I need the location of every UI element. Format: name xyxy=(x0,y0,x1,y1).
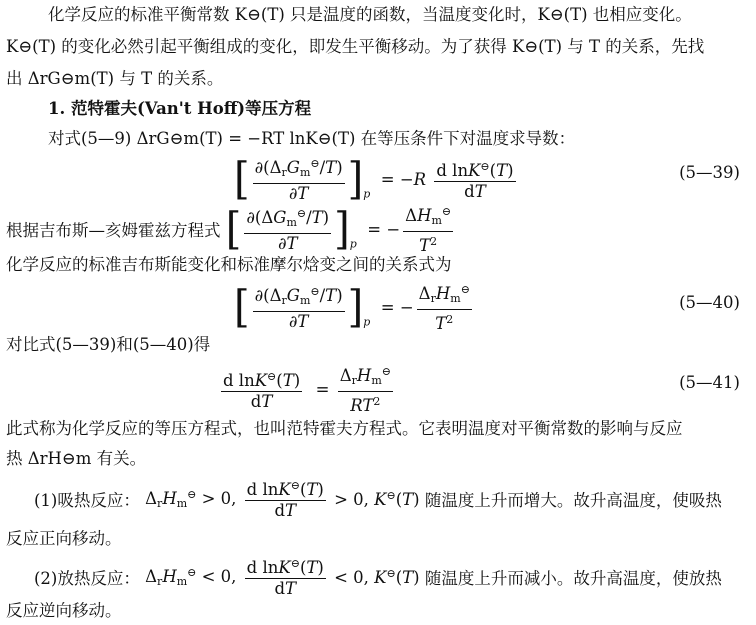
case-2-label: (2)放热反应： xyxy=(34,568,140,588)
paragraph-1-line-2: K⊖(T) 的变化必然引起平衡组成的变化，即发生平衡移动。为了获得 K⊖(T) 与 T 的关系，先找 xyxy=(6,37,705,56)
case-2-line-2: 反应逆向移动。 xyxy=(6,601,122,620)
case-2-text: 随温度上升而减小。故升高温度，使放热 xyxy=(424,568,722,588)
equation-5-41-body: $\frac{d \ln K^⊖(T)}{dT}$ = $\frac{\Delta_rH_m^⊖}{RT^2}$ xyxy=(223,365,391,415)
equation-5-39 xyxy=(0,148,756,206)
paragraph-1-line-1: 化学反应的标准平衡常数 K⊖(T) 只是温度的函数，当温度变化时，K⊖(T) 也相应变化。 xyxy=(48,5,692,24)
equation-5-40 xyxy=(0,276,756,334)
compare-line: 对比式(5—39)和(5—40)得 xyxy=(6,335,211,354)
case-2-line: (2)放热反应： $\Delta_rH_m^⊖ < 0$, $\frac{d \ln K^⊖(T)}{dT}$ < 0, K⊖(T) 随温度上升而减小。故升高温度，使放热 xyxy=(34,557,722,598)
equation-number-5-40: (5—40) xyxy=(679,293,740,312)
equation-5-41 xyxy=(0,356,756,414)
equation-5-39-body: [ $\frac{\partial(\Delta_rG_m^⊖/T)}{\partial T}$ ]$_p = -R$ $\frac{d \ln K^⊖(T)}{dT}$ xyxy=(234,153,514,205)
case-1-text: 随温度上升而增大。故升高温度，使吸热 xyxy=(424,490,722,510)
equation-number-5-41: (5—41) xyxy=(679,373,740,392)
case-1-line: (1)吸热反应： $\Delta_rH_m^⊖ > 0$, $\frac{d \ln K^⊖(T)}{dT}$ > 0, K⊖(T) 随温度上升而增大。故升高温度，使吸热 xyxy=(34,479,722,520)
conclusion-line-1: 此式称为化学反应的等压方程式，也叫范特霍夫方程式。它表明温度对平衡常数的影响与反应 xyxy=(6,419,683,438)
relation-lead: 化学反应的标准吉布斯能变化和标准摩尔焓变之间的关系式为 xyxy=(6,255,452,274)
gibbs-helmholtz-lead: 根据吉布斯—亥姆霍兹方程式 xyxy=(6,221,221,240)
equation-5-40-body: [ $\frac{\partial(\Delta_rG_m^⊖/T)}{\partial T}$ ]$_p$ = − $\frac{\Delta_rH_m^⊖}{T^2}$ xyxy=(234,281,470,333)
section-heading: 1. 范特霍夫(Van't Hoff)等压方程 xyxy=(48,99,312,118)
case-1-line-2: 反应正向移动。 xyxy=(6,529,122,548)
equation-number-5-39: (5—39) xyxy=(679,163,740,182)
case-1-label: (1)吸热反应： xyxy=(34,490,140,510)
intro-line: 对式(5—9) ΔrG⊖m(T) = −RT lnK⊖(T) 在等压条件下对温度求导数： xyxy=(48,129,576,148)
gibbs-helmholtz-line: 根据吉布斯—亥姆霍兹方程式 [ $\frac{\partial(\Delta G_m^⊖/T)}{\partial T}$ ]$_p$ = − $\frac{\Delta H_m^⊖}{T^2}$ xyxy=(6,203,452,255)
conclusion-line-2: 热 ΔrH⊖m 有关。 xyxy=(6,449,147,468)
paragraph-1-line-3: 出 ΔrG⊖m(T) 与 T 的关系。 xyxy=(6,69,224,88)
